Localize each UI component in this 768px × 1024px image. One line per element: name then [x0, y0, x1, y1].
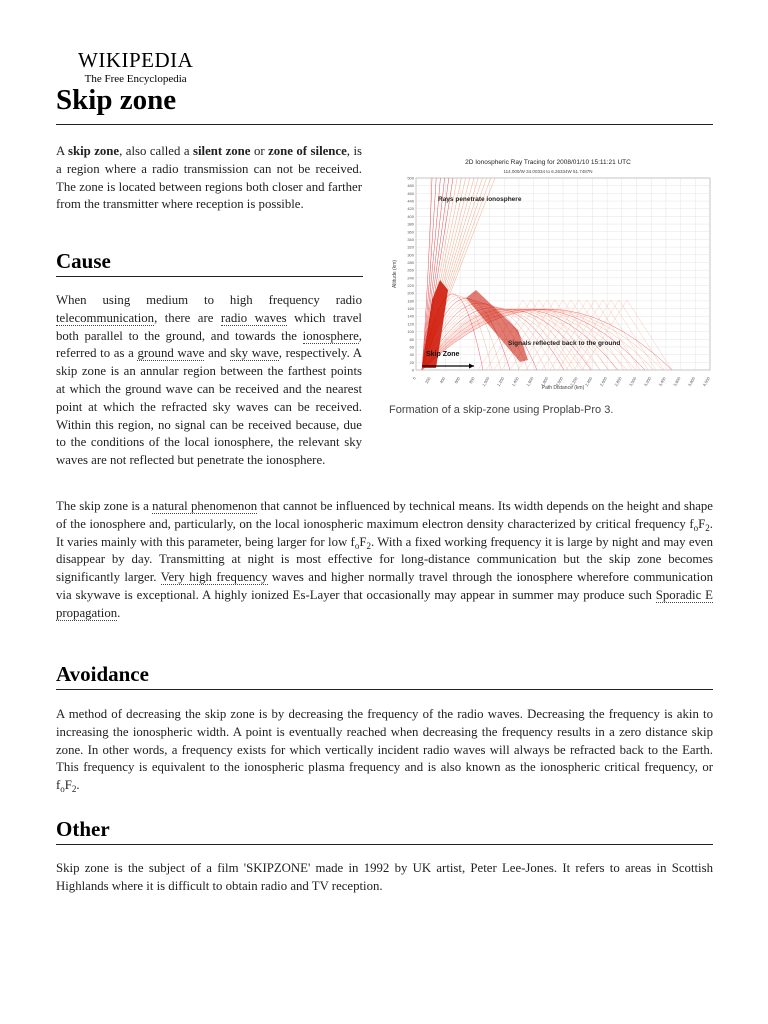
y-tick-label: 60 [409, 344, 414, 350]
y-tick-label: 240 [407, 275, 414, 281]
y-tick-label: 220 [407, 283, 414, 289]
y-tick-label: 300 [407, 252, 414, 258]
page-title: Skip zone [56, 84, 177, 116]
cause-paragraph-1: When using medium to high frequency radio telecommunication, there are radio waves which travel both parallel to the ground, and towards the ionosphere, referred to as a ground wave and sky wave, respectively. A skip zone is an annular region between the farthest points at which the ground wave can be received and the nearest point at which the refracted sky waves can be received. Within this region, no signal can be received because, due to the conditions of the local ionosphere, the relevant sky waves are not reflected but penetrate the ionosphere. [56, 293, 362, 468]
x-tick-label: 2,400 [583, 376, 594, 388]
title-divider [56, 124, 713, 125]
x-tick-label: 1,400 [510, 376, 520, 388]
y-axis-label: Altitude (km) [392, 259, 398, 289]
plot-subtitle: 114.000/W 34.00334 to 6.26334W 51.7487N [503, 169, 593, 174]
link-natural-phenomenon[interactable]: natural phenomenon [152, 499, 258, 513]
y-tick-label: 340 [407, 236, 414, 242]
plot-title: 2D Ionospheric Ray Tracing for 2008/01/10 15:11:21 UTC [465, 159, 631, 166]
x-tick-label: 3,400 [657, 376, 667, 388]
x-tick-label: 3,800 [686, 376, 697, 388]
label-skip-zone: Skip Zone [426, 351, 460, 358]
term-zone-of-silence: zone of silence [268, 144, 347, 158]
skip-zone-figure[interactable] [388, 150, 714, 395]
x-tick-label: 1,200 [495, 376, 506, 388]
y-tick-label: 440 [407, 198, 414, 204]
y-tick-label: 140 [407, 313, 414, 319]
link-sky-wave[interactable]: sky wave [230, 346, 279, 361]
y-tick-label: 20 [409, 359, 414, 365]
y-tick-label: 40 [409, 352, 414, 358]
term-silent-zone: silent zone [193, 144, 251, 158]
y-tick-label: 260 [407, 267, 414, 273]
y-tick-label: 400 [407, 213, 414, 219]
x-tick-label: 2,600 [598, 376, 608, 388]
y-tick-label: 380 [407, 221, 414, 227]
y-tick-label: 180 [407, 298, 414, 304]
y-tick-label: 0 [411, 367, 414, 373]
y-ticks [407, 176, 414, 373]
label-rays-penetrate: Rays penetrate ionosphere [438, 196, 522, 203]
other-paragraph: Skip zone is the subject of a film 'SKIPZONE' made in 1992 by UK artist, Peter Lee-Jones. It refers to areas in Scottish Highlands where it is difficult to obtain radio and TV reception. [56, 861, 713, 893]
x-tick-label: 2,200 [569, 376, 579, 388]
y-tick-label: 100 [407, 329, 414, 335]
ray-tracing-plot [388, 150, 714, 390]
link-ground-wave[interactable]: ground wave [137, 346, 205, 361]
section-heading-avoidance: Avoidance [56, 662, 149, 686]
x-axis-label: Path Distance (km) [541, 385, 585, 390]
x-tick-label: 400 [438, 376, 447, 385]
x-tick-label: 3,600 [672, 376, 682, 388]
avoidance-divider [56, 689, 713, 690]
x-tick-label: 2,000 [554, 376, 564, 388]
term-skip-zone: skip zone [68, 144, 120, 158]
y-tick-label: 360 [407, 229, 414, 235]
cause-paragraph-2: The skip zone is a natural phenomenon that cannot be influenced by technical means. Its width depends on the height and shape of the ionosphere and, particularly, on the local ionospheric maximum electron density characterized by critical frequency $f_oF_2$. It varies mainly with this parameter, being larger for low $f_oF_2$. With a fixed working frequency it is large by night and may even disappear by day. Transmitting at night is most effective for long-distance communication but the skip zone becomes significantly larger. Very high frequency waves and higher normally travel through the ionosphere wherefore communication via skywave is exceptional. A highly ionized Es-Layer that occasionally may appear in summer may produce such Sporadic E propagation. [56, 499, 713, 620]
link-ionosphere[interactable]: ionosphere [302, 328, 359, 343]
x-tick-label: 0 [411, 376, 417, 381]
x-tick-label: 1,800 [539, 376, 550, 388]
wikipedia-logo[interactable] [78, 50, 193, 85]
link-radio-waves[interactable]: radio waves [220, 310, 287, 325]
other-divider [56, 844, 713, 845]
x-tick-label: 3,200 [642, 376, 653, 388]
section-heading-other: Other [56, 817, 110, 841]
y-tick-label: 500 [407, 175, 414, 181]
y-tick-label: 160 [407, 306, 414, 312]
x-tick-label: 3,000 [628, 376, 638, 388]
y-tick-label: 460 [407, 190, 414, 196]
x-tick-label: 200 [423, 376, 432, 385]
x-tick-label: 1,600 [525, 376, 535, 388]
y-tick-label: 80 [409, 336, 414, 342]
link-telecommunication[interactable]: telecommunication [56, 310, 155, 325]
y-tick-label: 480 [407, 183, 414, 189]
section-heading-cause: Cause [56, 249, 111, 273]
intro-paragraph: A skip zone, also called a silent zone or zone of silence, is a region where a radio transmission can not be received. The zone is located between regions both closer and farther from the transmitter where reception is possible. [56, 144, 362, 212]
y-tick-label: 200 [407, 290, 414, 296]
link-sporadic-e-propagation[interactable]: Sporadic E propagation [56, 587, 713, 620]
figure-caption: Formation of a skip-zone using Proplab-Pro 3. [389, 404, 614, 416]
logo-tagline: The Free Encyclopedia [84, 73, 187, 85]
y-tick-label: 320 [407, 244, 414, 250]
y-tick-label: 420 [407, 206, 414, 212]
x-tick-label: 1,000 [481, 376, 491, 388]
x-tick-label: 600 [453, 376, 461, 385]
avoidance-paragraph: A method of decreasing the skip zone is by decreasing the frequency of the radio waves. Decreasing the frequency is akin to increasing the ionospheric width. A point is eventually reached when decreasing the frequency results in a zero distance skip zone. In other words, a frequency exists for which vertically incident radio waves will always be refracted back to the Earth. This frequency is equivalent to the ionospheric plasma frequency and is also known as the ionospheric critical frequency, or $f_oF_2$. [56, 707, 713, 795]
logo-wordmark: WIKIPEDIA [78, 48, 194, 72]
link-very-high-frequency[interactable]: Very high frequency [160, 570, 268, 585]
label-signals-reflected: Signals reflected back to the ground [508, 340, 621, 347]
y-tick-label: 280 [407, 259, 414, 265]
x-tick-label: 2,800 [613, 376, 623, 388]
x-tick-label: 800 [467, 376, 476, 385]
x-tick-label: 4,000 [701, 376, 711, 388]
y-tick-label: 120 [407, 321, 414, 327]
cause-divider [56, 276, 363, 277]
